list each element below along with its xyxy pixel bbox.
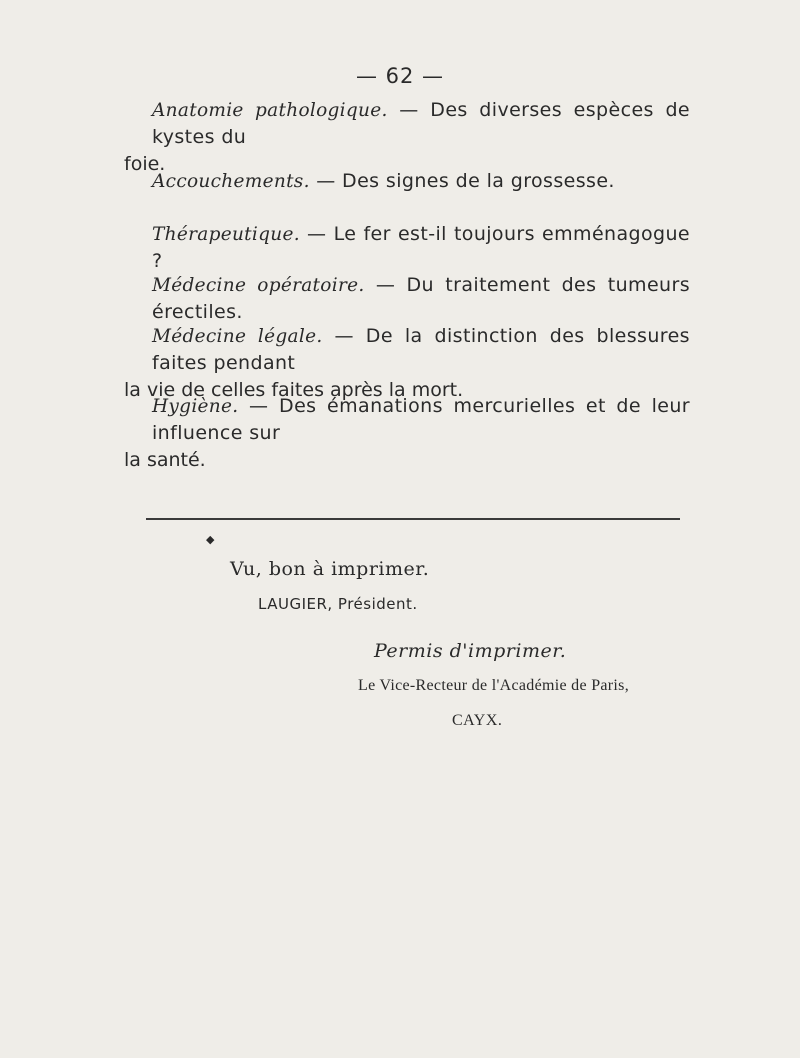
question-continuation: la vie de celles faites après la mort. (124, 379, 464, 401)
page-number: — 62 — (355, 64, 445, 88)
question-text: — De la distinction des blessures faites pendant (152, 325, 690, 374)
thesis-question-anatomie (124, 97, 690, 178)
approval-president: LAUGIER, Président. (258, 595, 418, 613)
thesis-question-therapeutique (152, 221, 690, 275)
question-text: — Des émanations mercurielles et de leur influence sur (152, 395, 690, 444)
thesis-question-hygiene (124, 393, 690, 474)
thesis-question-medecine-operatoire (152, 272, 690, 326)
thesis-question-medecine-legale (124, 323, 690, 404)
question-subject: Médecine légale. (152, 326, 323, 347)
question-subject: Accouchements. (152, 171, 310, 192)
question-continuation: la santé. (124, 449, 206, 471)
approval-recteur: Le Vice-Recteur de l'Académie de Paris, (358, 677, 629, 694)
question-text: — Le fer est-il toujours emménagogue ? (152, 223, 690, 272)
question-subject: Anatomie pathologique. (152, 100, 388, 121)
diamond-ornament-icon: ◆ (206, 533, 215, 546)
thesis-question-accouchements (152, 168, 690, 195)
question-subject: Thérapeutique. (152, 224, 300, 245)
question-subject: Hygiène. (152, 396, 239, 417)
question-text: — Du traitement des tumeurs érectiles. (152, 274, 690, 323)
horizontal-rule (146, 518, 680, 520)
question-continuation: foie. (124, 153, 166, 175)
approval-signature: CAYX. (452, 712, 503, 729)
question-text: — Des signes de la grossesse. (309, 170, 615, 192)
question-text: — Des diverses espèces de kystes du (152, 99, 690, 148)
approval-permis: Permis d'imprimer. (374, 640, 567, 662)
question-subject: Médecine opératoire. (152, 275, 365, 296)
approval-vu: Vu, bon à imprimer. (230, 558, 430, 580)
